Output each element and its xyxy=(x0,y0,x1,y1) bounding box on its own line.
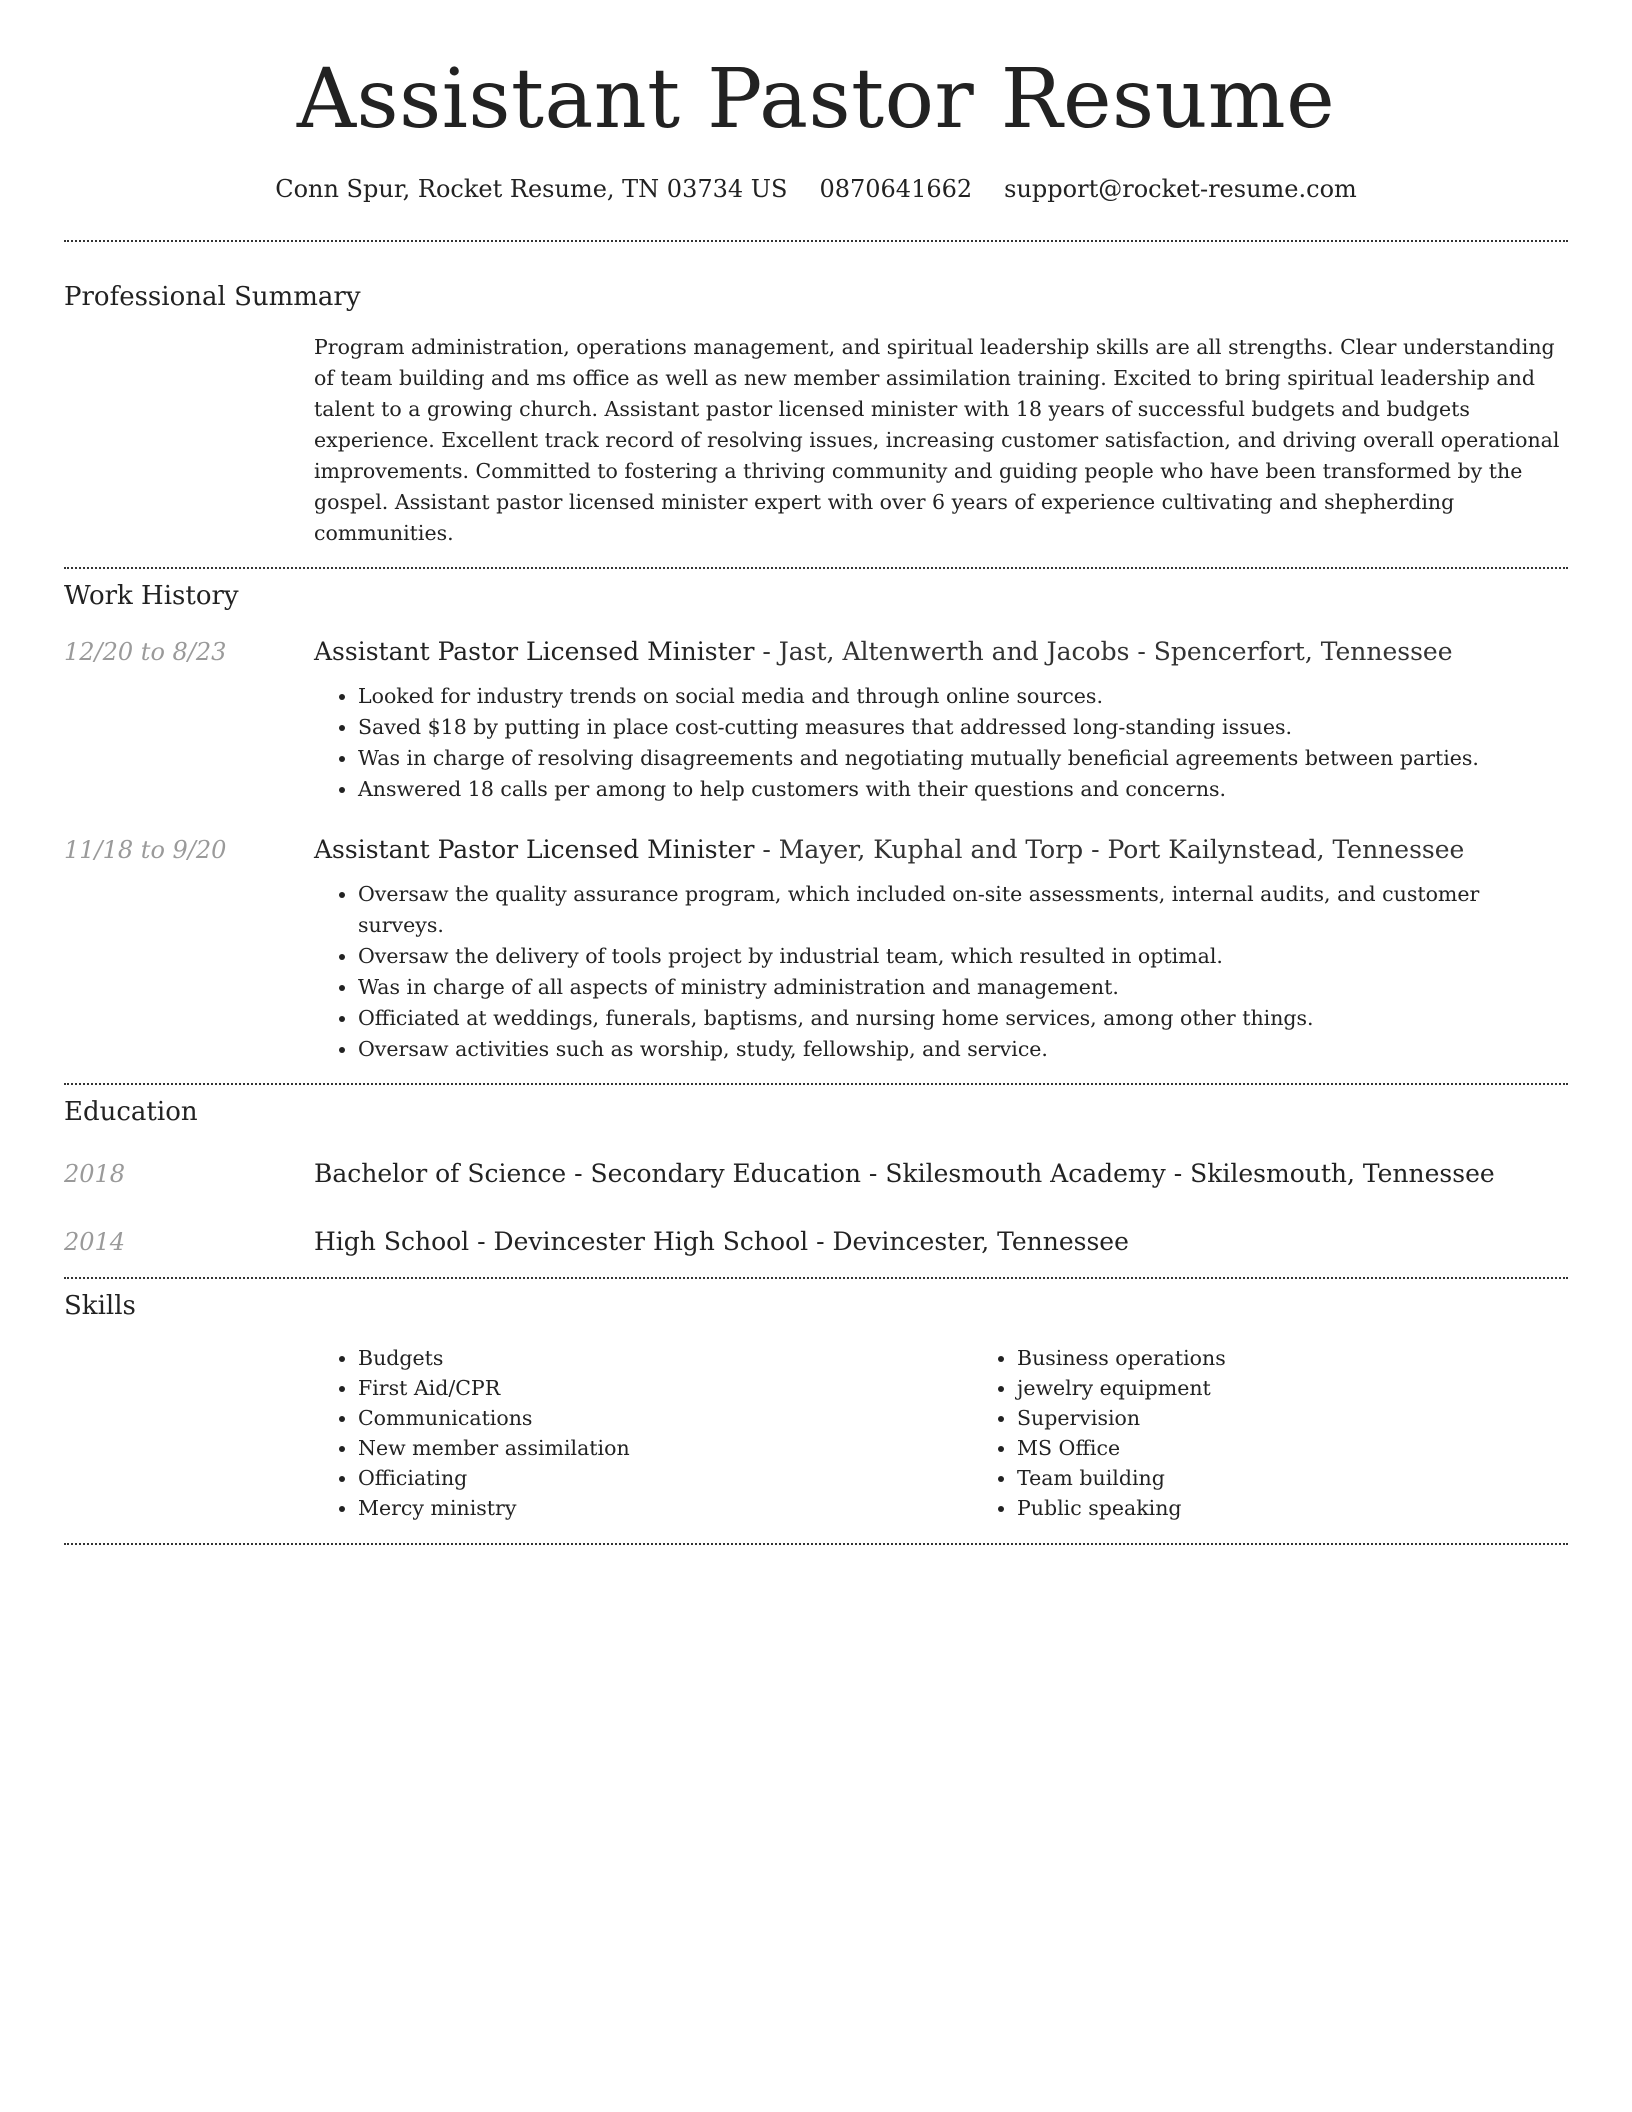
education-details xyxy=(314,1225,1568,1259)
contact-address: Conn Spur, Rocket Resume, TN 03734 US xyxy=(275,175,788,203)
education-year: 2014 xyxy=(64,1228,126,1256)
list-item: • Team building xyxy=(1017,1463,1632,1493)
education-details xyxy=(314,1157,1568,1191)
list-item: • Saved $18 by putting in place cost-cutting measures that addressed long-standing issues. xyxy=(358,712,1568,743)
list-item: • Was in charge of resolving disagreements and negotiating mutually beneficial agreements between parties. xyxy=(358,743,1568,774)
summary-text: Program administration, operations management, and spiritual leadership skills are all strengths. Clear understanding of team building and ms office as well as new member assimilation training. Excited to bring spiritual leadership and talent to a growing church. Assistant pastor licensed minister with 18 years of successful budgets and budgets experience. Excellent track record of resolving issues, increasing customer satisfaction, and driving overall operational improvements. Committed to fostering a thriving community and guiding people who have been transformed by the gospel. Assistant pastor licensed minister expert with over 6 years of experience cultivating and shepherding communities. xyxy=(314,335,1560,545)
list-item: • Mercy ministry xyxy=(358,1493,973,1523)
list-item: • Oversaw the quality assurance program, which included on-site assessments, internal audits, and customer surveys. xyxy=(358,879,1568,941)
list-item: • Oversaw the delivery of tools project by industrial team, which resulted in optimal. xyxy=(358,941,1568,972)
list-item: • MS Office xyxy=(1017,1433,1632,1463)
list-item: • Public speaking xyxy=(1017,1493,1632,1523)
list-item: • Communications xyxy=(358,1403,973,1433)
education-degree: Bachelor of Science xyxy=(314,1159,567,1188)
job-heading xyxy=(314,635,1568,669)
list-item: • Budgets xyxy=(358,1343,973,1373)
list-item: • Was in charge of all aspects of ministry administration and management. xyxy=(358,972,1568,1003)
section-title-work-history: Work History xyxy=(64,581,239,611)
job-position: Assistant Pastor Licensed Minister xyxy=(314,637,755,666)
job-position: Assistant Pastor Licensed Minister xyxy=(314,835,755,864)
list-item: • Oversaw activities such as worship, study, fellowship, and service. xyxy=(358,1034,1568,1065)
education-year: 2018 xyxy=(64,1160,126,1188)
skills-section xyxy=(64,1279,1568,1523)
section-title-summary: Professional Summary xyxy=(64,282,361,312)
divider xyxy=(64,1543,1568,1545)
list-item: • Business operations xyxy=(1017,1343,1632,1373)
section-title-skills: Skills xyxy=(64,1291,136,1321)
job-bullets xyxy=(314,879,1568,1065)
job-bullets xyxy=(314,681,1568,805)
skills-list-left xyxy=(314,1343,973,1523)
section-title-education: Education xyxy=(64,1097,198,1127)
education-entry xyxy=(64,1157,1568,1191)
list-item: • Supervision xyxy=(1017,1403,1632,1433)
job-entry xyxy=(64,833,1568,1065)
list-item: • Looked for industry trends on social media and through online sources. xyxy=(358,681,1568,712)
resume-title: Assistant Pastor Resume xyxy=(296,52,1336,147)
summary-section xyxy=(64,242,1568,549)
education-entry xyxy=(64,1225,1568,1259)
resume-header xyxy=(64,0,1568,206)
list-item: • New member assimilation xyxy=(358,1433,973,1463)
contact-line xyxy=(64,172,1568,206)
education-degree: High School xyxy=(314,1227,470,1256)
skills-list-right xyxy=(973,1343,1632,1523)
job-heading xyxy=(314,833,1568,867)
list-item: • jewelry equipment xyxy=(1017,1373,1632,1403)
work-history-section xyxy=(64,569,1568,1065)
list-item: • First Aid/CPR xyxy=(358,1373,973,1403)
list-item: • Answered 18 calls per among to help customers with their questions and concerns. xyxy=(358,774,1568,805)
list-item: • Officiating xyxy=(358,1463,973,1493)
job-employer-location: - Jast, Altenwerth and Jacobs - Spencerfort, Tennessee xyxy=(754,637,1453,666)
education-school: - Devincester High School - Devincester, Tennessee xyxy=(469,1227,1129,1256)
job-dates: 12/20 to 8/23 xyxy=(64,638,227,666)
contact-phone: 0870641662 xyxy=(819,175,973,203)
skills-grid xyxy=(314,1343,1632,1523)
job-entry xyxy=(64,635,1568,805)
contact-email: support@rocket-resume.com xyxy=(1004,175,1357,203)
job-employer-location: - Mayer, Kuphal and Torp - Port Kailynstead, Tennessee xyxy=(754,835,1465,864)
education-school: - Secondary Education - Skilesmouth Academy - Skilesmouth, Tennessee xyxy=(566,1159,1495,1188)
education-section xyxy=(64,1085,1568,1259)
job-dates: 11/18 to 9/20 xyxy=(64,836,227,864)
resume-page xyxy=(64,0,1568,1545)
list-item: • Officiated at weddings, funerals, baptisms, and nursing home services, among other things. xyxy=(358,1003,1568,1034)
